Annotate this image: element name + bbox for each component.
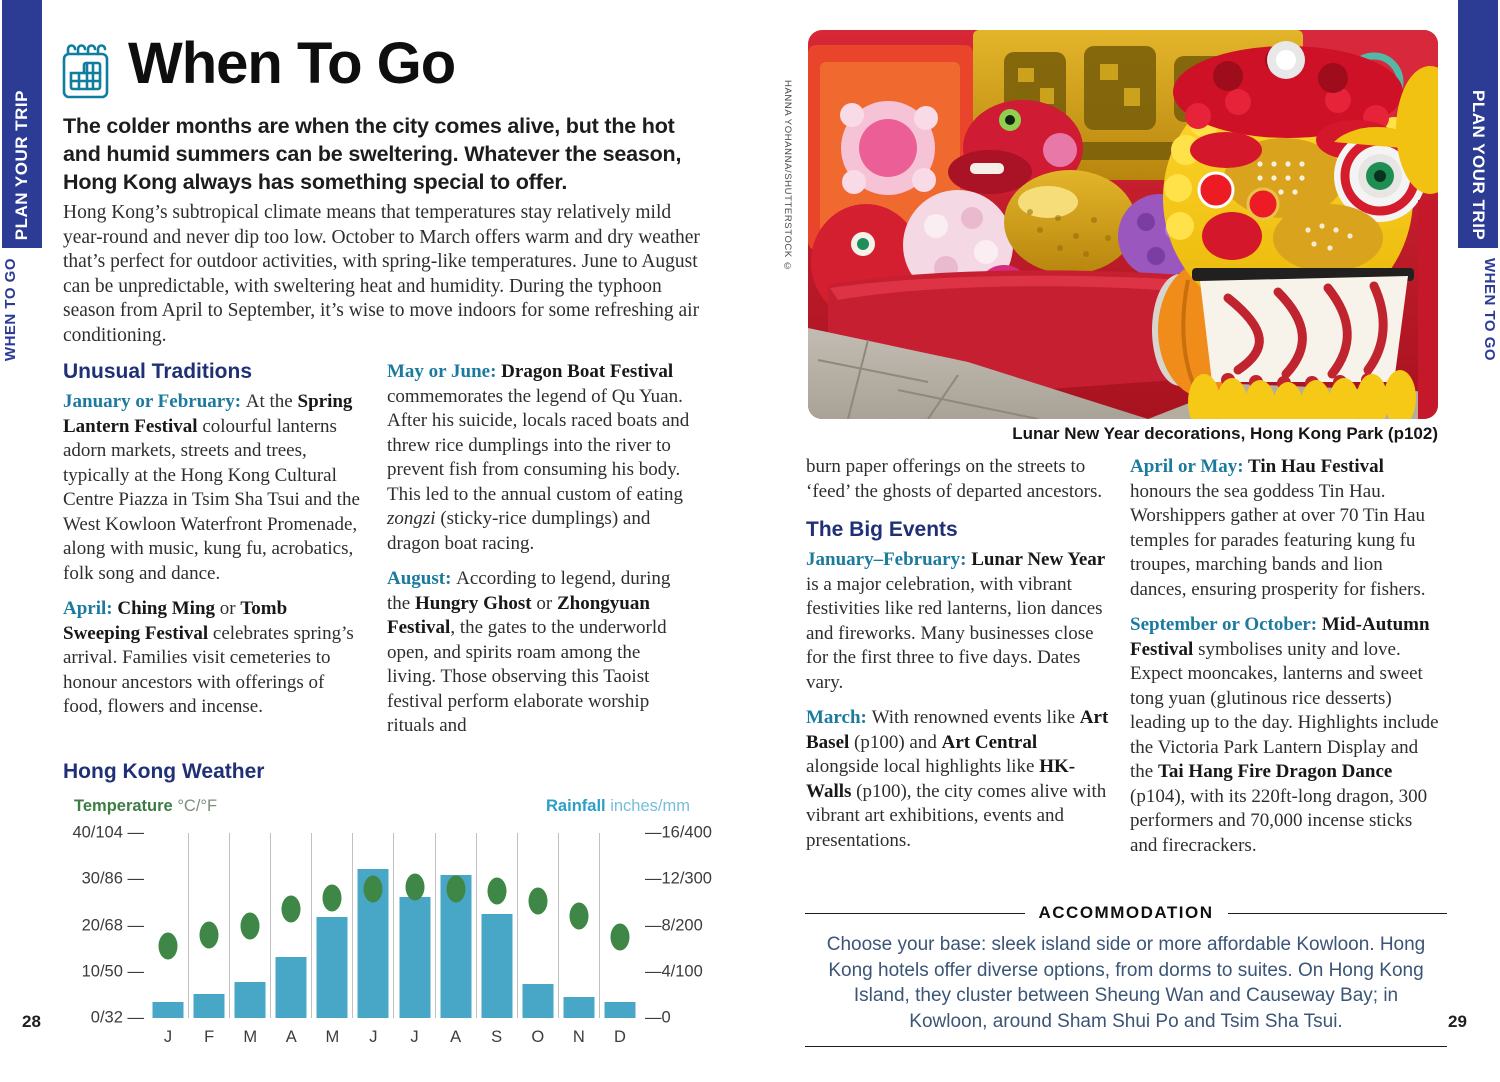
month-label: J (410, 1028, 419, 1046)
rainfall-bar (481, 914, 512, 1018)
axis-tick-label: 30/86 — (81, 869, 144, 888)
big-events-paragraphs-2 (1130, 455, 1439, 858)
temperature-dot (323, 884, 342, 911)
rainfall-bar (604, 1002, 635, 1018)
right-rail-section-label: PLAN YOUR TRIP (1469, 89, 1488, 240)
rainfall-axis-ticks (645, 823, 737, 1027)
paragraph: burn paper offerings on the streets to ‘feed’ the ghosts of departed ancestors. (806, 456, 1103, 502)
month-label: D (613, 1028, 626, 1046)
chart-month-column (477, 833, 518, 1046)
accommodation-callout (805, 903, 1447, 1047)
weather-chart-title: Hong Kong Weather (63, 760, 265, 783)
left-rail-chapter-label: WHEN TO GO (2, 258, 19, 362)
traditions-column-2 (387, 360, 692, 750)
calendar-icon (60, 42, 110, 109)
rainfall-bar (276, 957, 307, 1019)
rainfall-bar (235, 982, 266, 1018)
intro-paragraph: The colder months are when the city comes alive, but the hot and humid summers can be sweltering. Whatever the season, Hong Kong always has something special to offer. (63, 114, 682, 194)
chart-month-column (230, 833, 271, 1046)
left-rail-section-label: PLAN YOUR TRIP (12, 89, 31, 240)
paragraph: January–February: Lunar New Year is a major celebration, with vibrant festivities like red lanterns, lion dances and fireworks. Many businesses close for the first three to five days. Dates vary. (806, 549, 1106, 693)
temperature-dot (528, 887, 547, 914)
temperature-dot (446, 875, 465, 902)
rainfall-bar (399, 897, 430, 1018)
rainfall-bar (563, 997, 594, 1018)
photo-caption: Lunar New Year decorations, Hong Kong Park (p102) (1012, 424, 1438, 443)
rainfall-legend-label: Rainfall inches/mm (546, 797, 690, 815)
events-column-2 (1130, 455, 1439, 869)
month-label: N (572, 1028, 585, 1046)
chart-month-column (600, 833, 640, 1046)
temperature-dot (364, 876, 383, 903)
rainfall-bar (317, 917, 348, 1018)
axis-tick-label: 20/68 — (81, 916, 144, 934)
temperature-dot (200, 921, 219, 948)
axis-tick-label: 0/32 — (90, 1008, 144, 1027)
month-label: J (163, 1028, 173, 1046)
month-label: S (491, 1028, 503, 1046)
temperature-axis-ticks (52, 823, 144, 1027)
weather-chart-legend (74, 797, 690, 816)
month-label: F (204, 1028, 215, 1046)
chart-month-column (559, 833, 600, 1046)
month-label: A (285, 1028, 297, 1046)
paragraph: August: According to legend, during the Hungry Ghost or Zhongyuan Festival, the gates to the underworld open, and spirits roam among the living. Those observing this Taoist festival perform elaborate worship rituals and (387, 568, 671, 736)
rainfall-bar (153, 1002, 184, 1018)
temperature-dot (610, 924, 629, 951)
unusual-traditions-heading: Unusual Traditions (63, 360, 253, 383)
temperature-dot (282, 896, 301, 923)
paragraph: April: Ching Ming or Tomb Sweeping Festival celebrates spring’s arrival. Families visit cemeteries to honour ancestors with offerings of food, flowers and incense. (63, 598, 354, 717)
events-column-1 (806, 455, 1113, 864)
page-number-right: 29 (1448, 1012, 1467, 1031)
big-events-paragraphs-1 (806, 548, 1113, 853)
rule-right (1228, 913, 1448, 914)
paragraph: April or May: Tin Hau Festival honours the sea goddess Tin Hau. Worshippers gather at over 70 Tin Hau temples for parades featuring kung fu troupes, marching bands and lion dances, ensuring prosperity for fishers. (1130, 456, 1426, 600)
chart-month-column (189, 833, 230, 1046)
paragraph: January or February: At the Spring Lantern Festival colourful lanterns adorn markets, streets and trees, typically at the Hong Kong Cultural Centre Piazza in Tsim Sha Tsui and the West Kowloon Waterfront Promenade, along with music, kung fu, acrobatics, folk song and dance. (63, 391, 360, 584)
accommodation-label: ACCOMMODATION (1038, 903, 1214, 922)
traditions-paragraphs-2 (387, 360, 692, 739)
axis-tick-label: —8/200 (645, 916, 703, 934)
chart-month-column (518, 833, 559, 1046)
weather-chart-plot (148, 833, 640, 1046)
chart-month-column (271, 833, 312, 1046)
paragraph: September or October: Mid-Autumn Festival symbolises unity and love. Expect mooncakes, lanterns and sweet tong yuan (glutinous rice desserts) leading up to the day. Highlights include the Victoria Park Lantern Display and the Tai Hang Fire Dragon Dance (p104), with its 220ft-long dragon, 300 performers and 70,000 incense sticks and firecrackers. (1130, 614, 1439, 856)
month-label: A (450, 1028, 462, 1046)
temperature-dot (569, 903, 588, 930)
chart-month-column (312, 833, 353, 1046)
month-label: J (369, 1028, 378, 1046)
month-label: O (531, 1028, 545, 1046)
accommodation-header (805, 903, 1447, 923)
big-events-heading: The Big Events (806, 518, 958, 541)
page-title: When To Go (128, 31, 456, 96)
month-label: M (243, 1028, 258, 1046)
axis-tick-label: —4/100 (645, 962, 703, 981)
rainfall-bar (194, 994, 225, 1018)
lion-dance-illustration (808, 30, 1438, 419)
traditions-paragraphs-1 (63, 390, 365, 720)
right-rail-chapter-label: WHEN TO GO (1481, 258, 1498, 362)
month-label: M (325, 1028, 340, 1046)
paragraph: May or June: Dragon Boat Festival commemorates the legend of Qu Yuan. After his suicide, locals raced boats and threw rice dumplings into the river to prevent fish from consuming his body. This led to the annual custom of eating zongzi (sticky-rice dumplings) and dragon boat racing. (387, 361, 690, 554)
right-section-rail (1458, 0, 1498, 248)
left-section-rail (2, 0, 42, 248)
axis-tick-label: —16/400 (645, 823, 712, 842)
temperature-dot (405, 873, 424, 900)
axis-tick-label: —0 (645, 1008, 671, 1027)
temperature-legend-label: Temperature °C/°F (74, 797, 218, 815)
overview-paragraph: Hong Kong’s subtropical climate means that temperatures stay relatively mild year-round and never dip too low. October to March offers warm and dry weather that’s perfect for outdoor activities, with spring-like temperatures. June to August can be unpredictable, with sweltering heat and humidity. During the typhoon season from April to September, it’s wise to move indoors for some refreshing air conditioning. (63, 202, 700, 346)
lunar-new-year-photo (808, 30, 1438, 419)
photo-credit: HANNA YOHANNA/SHUTTERSTOCK © (782, 80, 793, 273)
axis-tick-label: 40/104 — (72, 823, 144, 842)
temperature-dot (487, 877, 506, 904)
rainfall-bar (522, 984, 553, 1018)
ghost-festival-continuation (806, 455, 1113, 504)
paragraph: March: With renowned events like Art Basel (p100) and Art Central alongside local highlights like HK-Walls (p100), the city comes alive with vibrant art exhibitions, events and presentations. (806, 707, 1109, 851)
accommodation-text: Choose your base: sleek island side or more affordable Kowloon. Hong Kong hotels offer diverse options, from dorms to suites. On Hong Kong Island, they cluster between Sheung Wan and Causeway Bay; in Kowloon, around Sham Shui Po and Tsim Sha Tsui. (826, 934, 1426, 1032)
chart-month-column (353, 833, 394, 1046)
axis-tick-label: —12/300 (645, 869, 712, 888)
temperature-dot (241, 912, 260, 939)
rule-left (805, 913, 1025, 914)
temperature-dot (159, 933, 178, 960)
axis-tick-label: 10/50 — (81, 962, 144, 981)
chart-month-column (148, 833, 189, 1046)
chart-month-column (394, 833, 435, 1046)
chart-month-column (436, 833, 477, 1046)
traditions-column-1 (63, 360, 365, 731)
page-number-left: 28 (22, 1012, 41, 1031)
rule-bottom (805, 1046, 1447, 1047)
